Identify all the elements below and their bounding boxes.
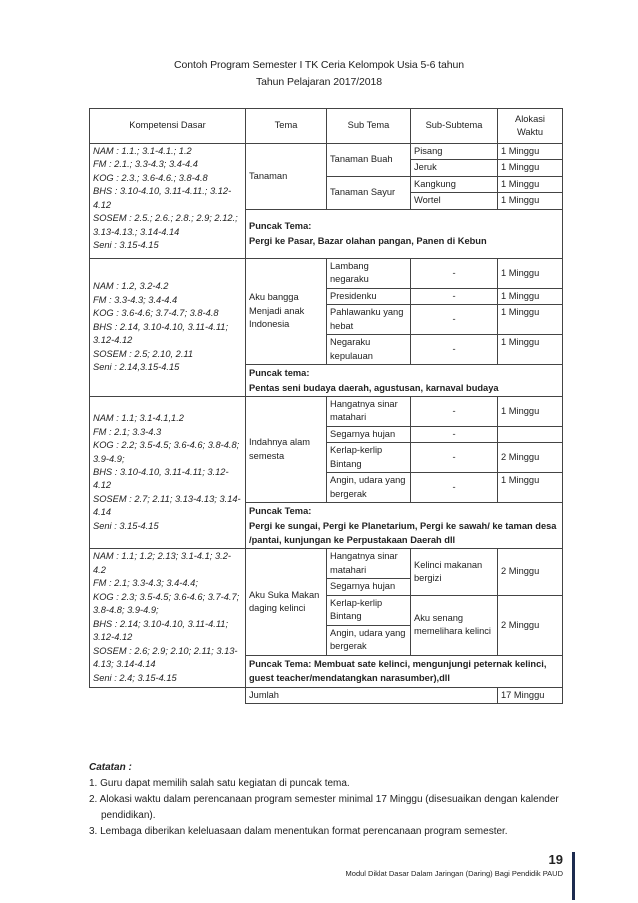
- footer-text: Modul Diklat Dasar Dalam Jaringan (Daring) Bagi Pendidik PAUD: [345, 869, 563, 878]
- waktu-cell: 1 Minggu: [498, 160, 563, 176]
- waktu-cell: 1 Minggu: [498, 396, 563, 426]
- total-value: 17 Minggu: [498, 687, 563, 703]
- page-subtitle: Tahun Pelajaran 2017/2018: [256, 76, 382, 88]
- kd-cell: NAM : 1.1; 1.2; 2.13; 3.1-4.1; 3.2-4.2 FM : 2.1; 3.3-4.3; 3.4-4.4; KOG : 2.3; 3.5-4.5; 3.6-4.6; 3.7-4.7; 3.8-4.8; 3.9-4.9; BHS : 2.14; 3.10-4.10, 3.11-4.11; 3.12-4.12 SOSEM : 2.6; 2.9; 2.10; 2.11; 3.13-4.13; 3.14-4.14 Seni : 2.4; 3.15-4.15: [90, 549, 246, 687]
- subsubtema-cell: Wortel: [411, 193, 498, 209]
- notes: [89, 760, 559, 840]
- subsubtema-cell: Kelinci makanan bergizi: [411, 549, 498, 595]
- waktu-cell: 1 Minggu: [498, 335, 563, 365]
- waktu-cell: [498, 426, 563, 442]
- subsubtema-cell: Jeruk: [411, 160, 498, 176]
- waktu-cell: 1 Minggu: [498, 193, 563, 209]
- tema-cell: Aku Suka Makan daging kelinci: [246, 549, 327, 655]
- subtema-cell: Kerlap-kerlip Bintang: [327, 443, 411, 473]
- puncak-tema-cell: Puncak tema: Pentas seni budaya daerah, agustusan, karnaval budaya: [246, 365, 563, 397]
- subsubtema-cell: Kangkung: [411, 176, 498, 192]
- header-subsubtema: Sub-Subtema: [411, 109, 498, 144]
- footer-divider: [572, 852, 575, 900]
- subsubtema-cell: -: [411, 396, 498, 426]
- page-number: 19: [548, 852, 563, 867]
- subtema-cell: Pahlawanku yang hebat: [327, 305, 411, 335]
- subsubtema-cell: -: [411, 258, 498, 288]
- notes-heading: Catatan :: [89, 762, 132, 773]
- kd-cell: NAM : 1.2, 3.2-4.2 FM : 3.3-4.3; 3.4-4.4 KOG : 3.6-4.6; 3.7-4.7; 3.8-4.8 BHS : 2.14, 3.10-4.10, 3.11-4.11; 3.12-4.12 SOSEM : 2.5; 2.10, 2.11 Seni : 2.14,3.15-4.15: [90, 258, 246, 396]
- table-row: [90, 396, 563, 426]
- subsubtema-cell: Aku senang memelihara kelinci: [411, 595, 498, 655]
- waktu-cell: 2 Minggu: [498, 443, 563, 473]
- tema-cell: Indahnya alam semesta: [246, 396, 327, 502]
- subtema-cell: Presidenku: [327, 288, 411, 304]
- subtema-cell: Hangatnya sinar matahari: [327, 549, 411, 579]
- waktu-cell: 1 Minggu: [498, 144, 563, 160]
- puncak-tema-cell: Puncak Tema: Pergi ke sungai, Pergi ke Planetarium, Pergi ke sawah/ ke taman desa /pantai, kunjungan ke Perpustakaan Daerah dll: [246, 503, 563, 549]
- subsubtema-cell: -: [411, 305, 498, 335]
- subsubtema-cell: Pisang: [411, 144, 498, 160]
- program-semester-table: [89, 108, 563, 704]
- table-row: [90, 549, 563, 579]
- header-subtema: Sub Tema: [327, 109, 411, 144]
- tema-cell: Tanaman: [246, 144, 327, 210]
- total-row: [90, 687, 563, 703]
- waktu-cell: 2 Minggu: [498, 549, 563, 595]
- note-item: 2. Alokasi waktu dalam perencanaan program semester minimal 17 Minggu (disesuaikan dengan kalender pendidikan).: [89, 794, 559, 821]
- total-label: Jumlah: [246, 687, 498, 703]
- subsubtema-cell: -: [411, 473, 498, 503]
- header-alokasi: Alokasi Waktu: [498, 109, 563, 144]
- puncak-tema-cell: Puncak Tema: Membuat sate kelinci, mengunjungi peternak kelinci, guest teacher/mendatangkan narasumber),dll: [246, 655, 563, 687]
- subtema-cell: Tanaman Sayur: [327, 176, 411, 209]
- subtema-cell: Negaraku kepulauan: [327, 335, 411, 365]
- subsubtema-cell: -: [411, 443, 498, 473]
- subsubtema-cell: -: [411, 288, 498, 304]
- kd-cell: NAM : 1.1.; 3.1-4.1.; 1.2 FM : 2.1.; 3.3-4.3; 3.4-4.4 KOG : 2.3.; 3.6-4.6.; 3.8-4.8 BHS : 3.10-4.10, 3.11-4.11.; 3.12-4.12 SOSEM : 2.5.; 2.6.; 2.8.; 2.9; 2.12.; 3.13-4.13.; 3.14-4.14 Seni : 3.15-4.15: [90, 144, 246, 259]
- kd-cell: NAM : 1.1; 3.1-4.1,1.2 FM : 2.1; 3.3-4.3 KOG : 2.2; 3.5-4.5; 3.6-4.6; 3.8-4.8; 3.9-4.9; BHS : 3.10-4.10, 3.11-4.11; 3.12-4.12 SOSEM : 2.7; 2.11; 3.13-4.13; 3.14-4.14 Seni : 3.15-4.15: [90, 396, 246, 549]
- subtema-cell: Hangatnya sinar matahari: [327, 396, 411, 426]
- waktu-cell: 1 Minggu: [498, 288, 563, 304]
- header-tema: Tema: [246, 109, 327, 144]
- table-row: [90, 258, 563, 288]
- puncak-tema-cell: Puncak Tema: Pergi ke Pasar, Bazar olahan pangan, Panen di Kebun: [246, 209, 563, 258]
- table-row: [90, 144, 563, 160]
- subtema-cell: Lambang negaraku: [327, 258, 411, 288]
- table-header-row: [90, 109, 563, 144]
- subtema-cell: Angin, udara yang bergerak: [327, 625, 411, 655]
- waktu-cell: 1 Minggu: [498, 176, 563, 192]
- subtema-cell: Kerlap-kerlip Bintang: [327, 595, 411, 625]
- waktu-cell: 1 Minggu: [498, 305, 563, 335]
- waktu-cell: 1 Minggu: [498, 258, 563, 288]
- subsubtema-cell: -: [411, 426, 498, 442]
- note-item: 1. Guru dapat memilih salah satu kegiatan di puncak tema.: [89, 778, 350, 789]
- header-kompetensi: Kompetensi Dasar: [90, 109, 246, 144]
- subtema-cell: Segarnya hujan: [327, 579, 411, 595]
- page-title: Contoh Program Semester I TK Ceria Kelompok Usia 5-6 tahun: [174, 59, 464, 71]
- tema-cell: Aku bangga Menjadi anak Indonesia: [246, 258, 327, 364]
- waktu-cell: 1 Minggu: [498, 473, 563, 503]
- subtema-cell: Tanaman Buah: [327, 144, 411, 177]
- note-item: 3. Lembaga diberikan keleluasaan dalam menentukan format perencanaan program semester.: [89, 826, 508, 837]
- subsubtema-cell: -: [411, 335, 498, 365]
- waktu-cell: 2 Minggu: [498, 595, 563, 655]
- subtema-cell: Segarnya hujan: [327, 426, 411, 442]
- subtema-cell: Angin, udara yang bergerak: [327, 473, 411, 503]
